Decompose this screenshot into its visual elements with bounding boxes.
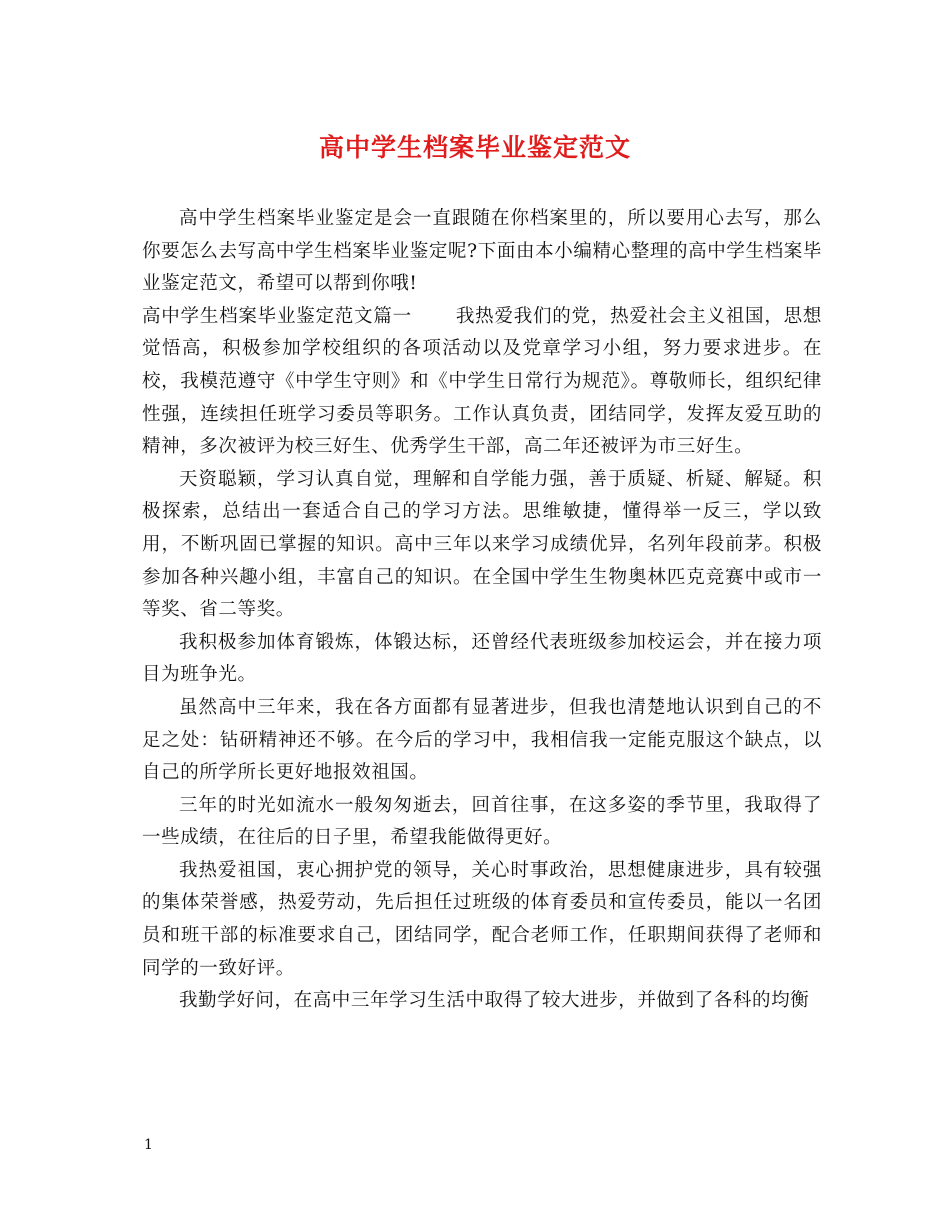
document-body (142, 203, 822, 1018)
document-title: 高中学生档案毕业鉴定范文 (318, 133, 631, 162)
body-paragraph: 我热爱祖国，衷心拥护党的领导，关心时事政治，思想健康进步，具有较强的集体荣誉感，热爱劳动，先后担任过班级的体育委员和宣传委员，能以一名团员和班干部的标准要求自己，团结同学，配合老师工作，任职期间获得了老师和同学的一致好评。 (142, 859, 822, 979)
body-paragraph: 三年的时光如流水一般匆匆逝去，回首往事，在这多姿的季节里，我取得了一些成绩，在往后的日子里，希望我能做得更好。 (142, 794, 822, 849)
section-paragraph (142, 301, 822, 464)
body-paragraph: 我勤学好问，在高中三年学习生活中取得了较大进步，并做到了各科的均衡 (179, 990, 810, 1012)
body-paragraph: 我积极参加体育锻炼，体锻达标，还曾经代表班级参加校运会，并在接力项目为班争光。 (142, 631, 822, 686)
section-first-text: 我热爱我们的党，热爱社会主义祖国，思想觉悟高，积极参加学校组织的各项活动以及党章学习小组，努力要求进步。在校，我模范遵守《中学生守则》和《中学生日常行为规范》。尊敬师长，组织纪律性强，连续担任班学习委员等职务。工作认真负责，团结同学，发挥友爱互助的精神，多次被评为校三好生、优秀学生干部，高二年还被评为市三好生。 (142, 305, 822, 458)
body-paragraph: 虽然高中三年来，我在各方面都有显著进步，但我也清楚地认识到自己的不足之处：钻研精神还不够。在今后的学习中，我相信我一定能克服这个缺点，以自己的所学所长更好地报效祖国。 (142, 696, 822, 784)
section-heading: 高中学生档案毕业鉴定范文篇一 (142, 305, 412, 327)
intro-paragraph: 高中学生档案毕业鉴定是会一直跟随在你档案里的，所以要用心去写，那么你要怎么去写高中学生档案毕业鉴定呢?下面由本小编精心整理的高中学生档案毕业鉴定范文，希望可以帮到你哦! (142, 208, 822, 295)
page-number: 1 (144, 1137, 153, 1153)
body-paragraph: 天资聪颖，学习认真自觉，理解和自学能力强，善于质疑、析疑、解疑。积极探索，总结出一套适合自己的学习方法。思维敏捷，懂得举一反三，学以致用，不断巩固已掌握的知识。高中三年以来学习成绩优异，名列年段前茅。积极参加各种兴趣小组，丰富自己的知识。在全国中学生生物奥林匹克竞赛中或市一等奖、省二等奖。 (142, 468, 822, 621)
